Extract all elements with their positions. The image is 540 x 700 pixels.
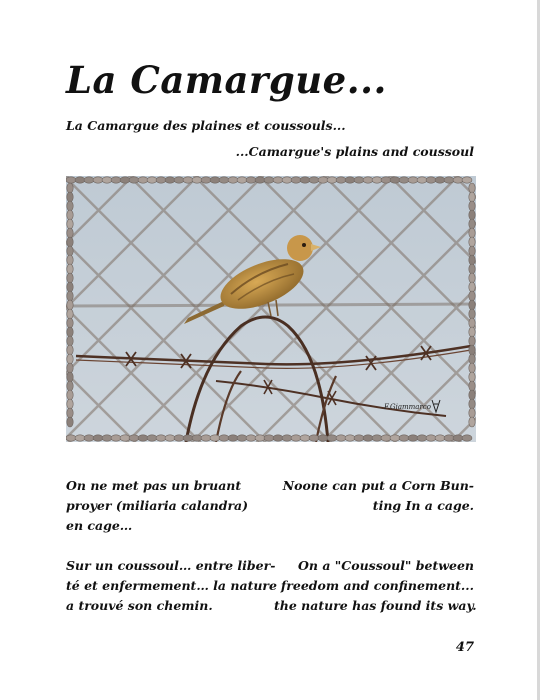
photo-signature: F.Giammarco (384, 403, 431, 411)
page-number: 47 (455, 640, 474, 655)
text-line: Sur un coussoul… entre liber- (66, 558, 276, 573)
text-line: Noone can put a Corn Bun- (282, 478, 474, 493)
text-line: the nature has found its way. (274, 598, 477, 613)
paragraph-english-1 (274, 476, 474, 516)
paragraph-french-2 (66, 556, 277, 616)
page-title: La Camargue... (66, 58, 387, 102)
subtitle-french: La Camargue des plaines et coussouls... (66, 118, 346, 133)
bird-photo (66, 176, 476, 442)
paragraph-french-1 (66, 476, 266, 536)
paragraph-english-2 (274, 556, 477, 616)
text-line: proyer (miliaria calandra) (66, 498, 249, 513)
subtitle-english: ...Camargue's plains and coussoul (235, 144, 474, 159)
text-line: freedom and confinement... (280, 578, 474, 593)
text-line: On a "Coussoul" between (297, 558, 474, 573)
text-line: en cage… (66, 518, 133, 533)
text-line: ting In a cage. (372, 498, 474, 513)
text-line: té et enfermement… la nature (66, 578, 277, 593)
text-line: a trouvé son chemin. (66, 598, 213, 613)
text-line: On ne met pas un bruant (66, 478, 242, 493)
